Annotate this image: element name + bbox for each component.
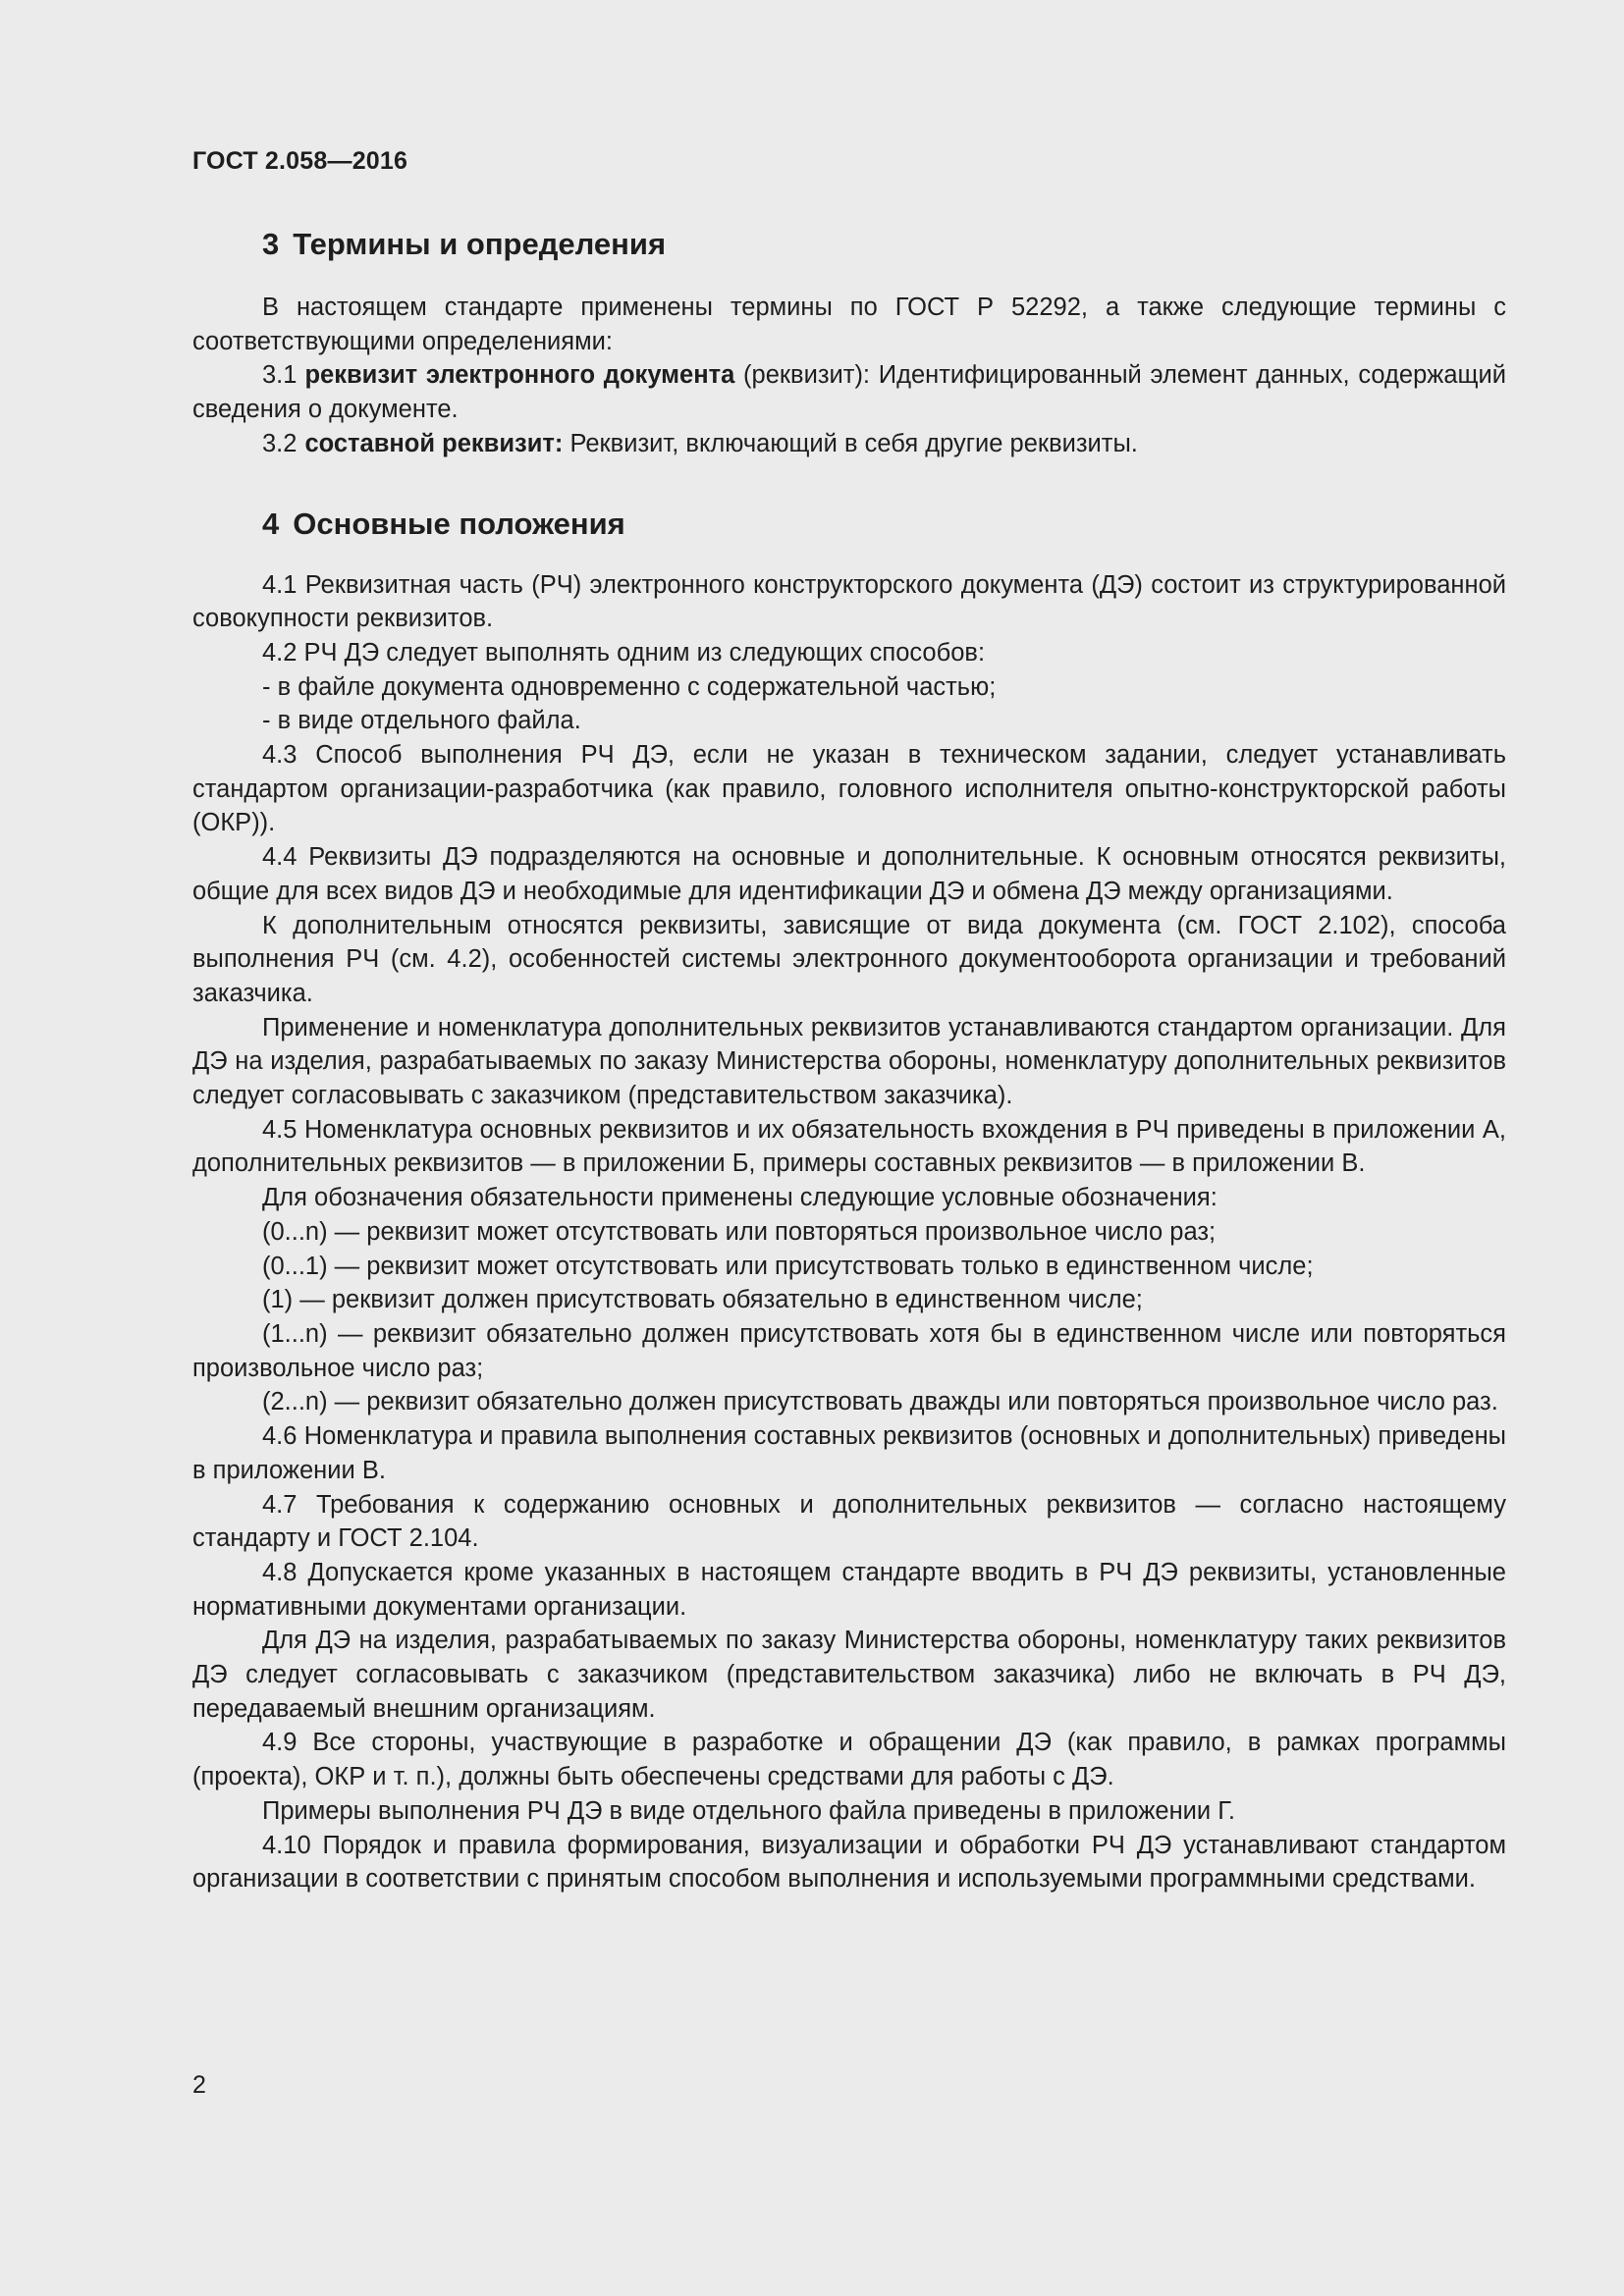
notation-item: (1) — реквизит должен присутствовать обязательно в единственном числе;: [262, 1286, 1143, 1314]
section-3-title: Термины и определения: [293, 227, 667, 261]
term-name: реквизит электронного документа: [304, 361, 735, 390]
paragraph: 4.9 Все стороны, участвующие в разработке и обращении ДЭ (как правило, в рамках программы (проекта), ОКР и т. п.), должны быть обеспечены средствами для работы с ДЭ.: [192, 1729, 1506, 1791]
paragraph: 4.5 Номенклатура основных реквизитов и их обязательность вхождения в РЧ приведены в приложении А, дополнительных реквизитов — в приложении Б, примеры составных реквизитов — в приложении В.: [192, 1115, 1506, 1178]
section-4-heading: [262, 498, 1506, 551]
notation-item: (0...n) — реквизит может отсутствовать или повторяться произвольное число раз;: [262, 1217, 1217, 1246]
term-3-1: [192, 358, 1506, 426]
paragraph: 4.8 Допускается кроме указанных в настоящем стандарте вводить в РЧ ДЭ реквизиты, установленные нормативными документами организации.: [192, 1558, 1506, 1621]
paragraph: 4.1 Реквизитная часть (РЧ) электронного конструкторского документа (ДЭ) состоит из структурированной совокупности реквизитов.: [192, 570, 1506, 633]
section-3-heading: [262, 218, 1506, 271]
paragraph: 4.6 Номенклатура и правила выполнения составных реквизитов (основных и дополнительных) приведены в приложении В.: [192, 1422, 1506, 1484]
document-body: [192, 218, 1506, 1896]
term-definition: Реквизит, включающий в себя другие реквизиты.: [563, 429, 1138, 457]
notation-item: (0...1) — реквизит может отсутствовать или присутствовать только в единственном числе;: [262, 1252, 1314, 1280]
paragraph: 4.7 Требования к содержанию основных и дополнительных реквизитов — согласно настоящему стандарту и ГОСТ 2.104.: [192, 1490, 1506, 1553]
list-item: - в виде отдельного файла.: [262, 707, 581, 735]
term-name: составной реквизит:: [304, 429, 564, 457]
paragraph: К дополнительным относятся реквизиты, зависящие от вида документа (см. ГОСТ 2.102), способа выполнения РЧ (см. 4.2), особенностей системы электронного документооборота организации и требований заказчика.: [192, 911, 1506, 1007]
term-definition: (реквизит): Идентифицированный элемент данных, содержащий сведения о документе.: [192, 361, 1506, 424]
term-number: 3.1: [262, 361, 298, 390]
paragraph: 4.4 Реквизиты ДЭ подразделяются на основные и дополнительные. К основным относятся реквизиты, общие для всех видов ДЭ и необходимые для идентификации ДЭ и обмена ДЭ между организациями.: [192, 843, 1506, 905]
paragraph: Применение и номенклатура дополнительных реквизитов устанавливаются стандартом организации. Для ДЭ на изделия, разрабатываемых по заказу Министерства обороны, номенклатуру дополнительных реквизитов следует согласовывать с заказчиком (представительством заказчика).: [192, 1013, 1506, 1110]
paragraph: 4.2 РЧ ДЭ следует выполнять одним из следующих способов:: [262, 638, 986, 667]
section-3-intro: В настоящем стандарте применены термины по ГОСТ Р 52292, а также следующие термины с соответствующими определениями:: [192, 294, 1506, 355]
page-number: 2: [192, 2071, 206, 2099]
paragraph: 4.3 Способ выполнения РЧ ДЭ, если не указан в техническом задании, следует устанавливать стандартом организации-разработчика (как правило, головного исполнителя опытно-конструкторской работы (ОКР)).: [192, 741, 1506, 837]
section-4-number: 4: [262, 506, 280, 541]
term-number: 3.2: [262, 429, 298, 457]
paragraph: 4.10 Порядок и правила формирования, визуализации и обработки РЧ ДЭ устанавливают стандартом организации в соответствии с принятым способом выполнения и используемыми программными средствами.: [192, 1831, 1506, 1894]
paragraph: Для ДЭ на изделия, разрабатываемых по заказу Министерства обороны, номенклатуру таких реквизитов ДЭ следует согласовывать с заказчиком (представительством заказчика) либо не включать в РЧ ДЭ, передаваемый внешним организациям.: [192, 1627, 1506, 1723]
section-3-number: 3: [262, 227, 280, 261]
document-code-header: ГОСТ 2.058—2016: [192, 147, 408, 175]
paragraph: Для обозначения обязательности применены следующие условные обозначения:: [262, 1184, 1218, 1212]
notation-item: (2...n) — реквизит обязательно должен присутствовать дважды или повторяться произвольное число раз.: [262, 1388, 1498, 1416]
term-3-2: [192, 427, 1506, 461]
paragraph: Примеры выполнения РЧ ДЭ в виде отдельного файла приведены в приложении Г.: [262, 1796, 1236, 1825]
notation-item: (1...n) — реквизит обязательно должен присутствовать хотя бы в единственном числе или повторяться произвольное число раз;: [192, 1319, 1506, 1382]
list-item: - в файле документа одновременно с содержательной частью;: [262, 672, 997, 701]
section-4-title: Основные положения: [293, 506, 625, 541]
